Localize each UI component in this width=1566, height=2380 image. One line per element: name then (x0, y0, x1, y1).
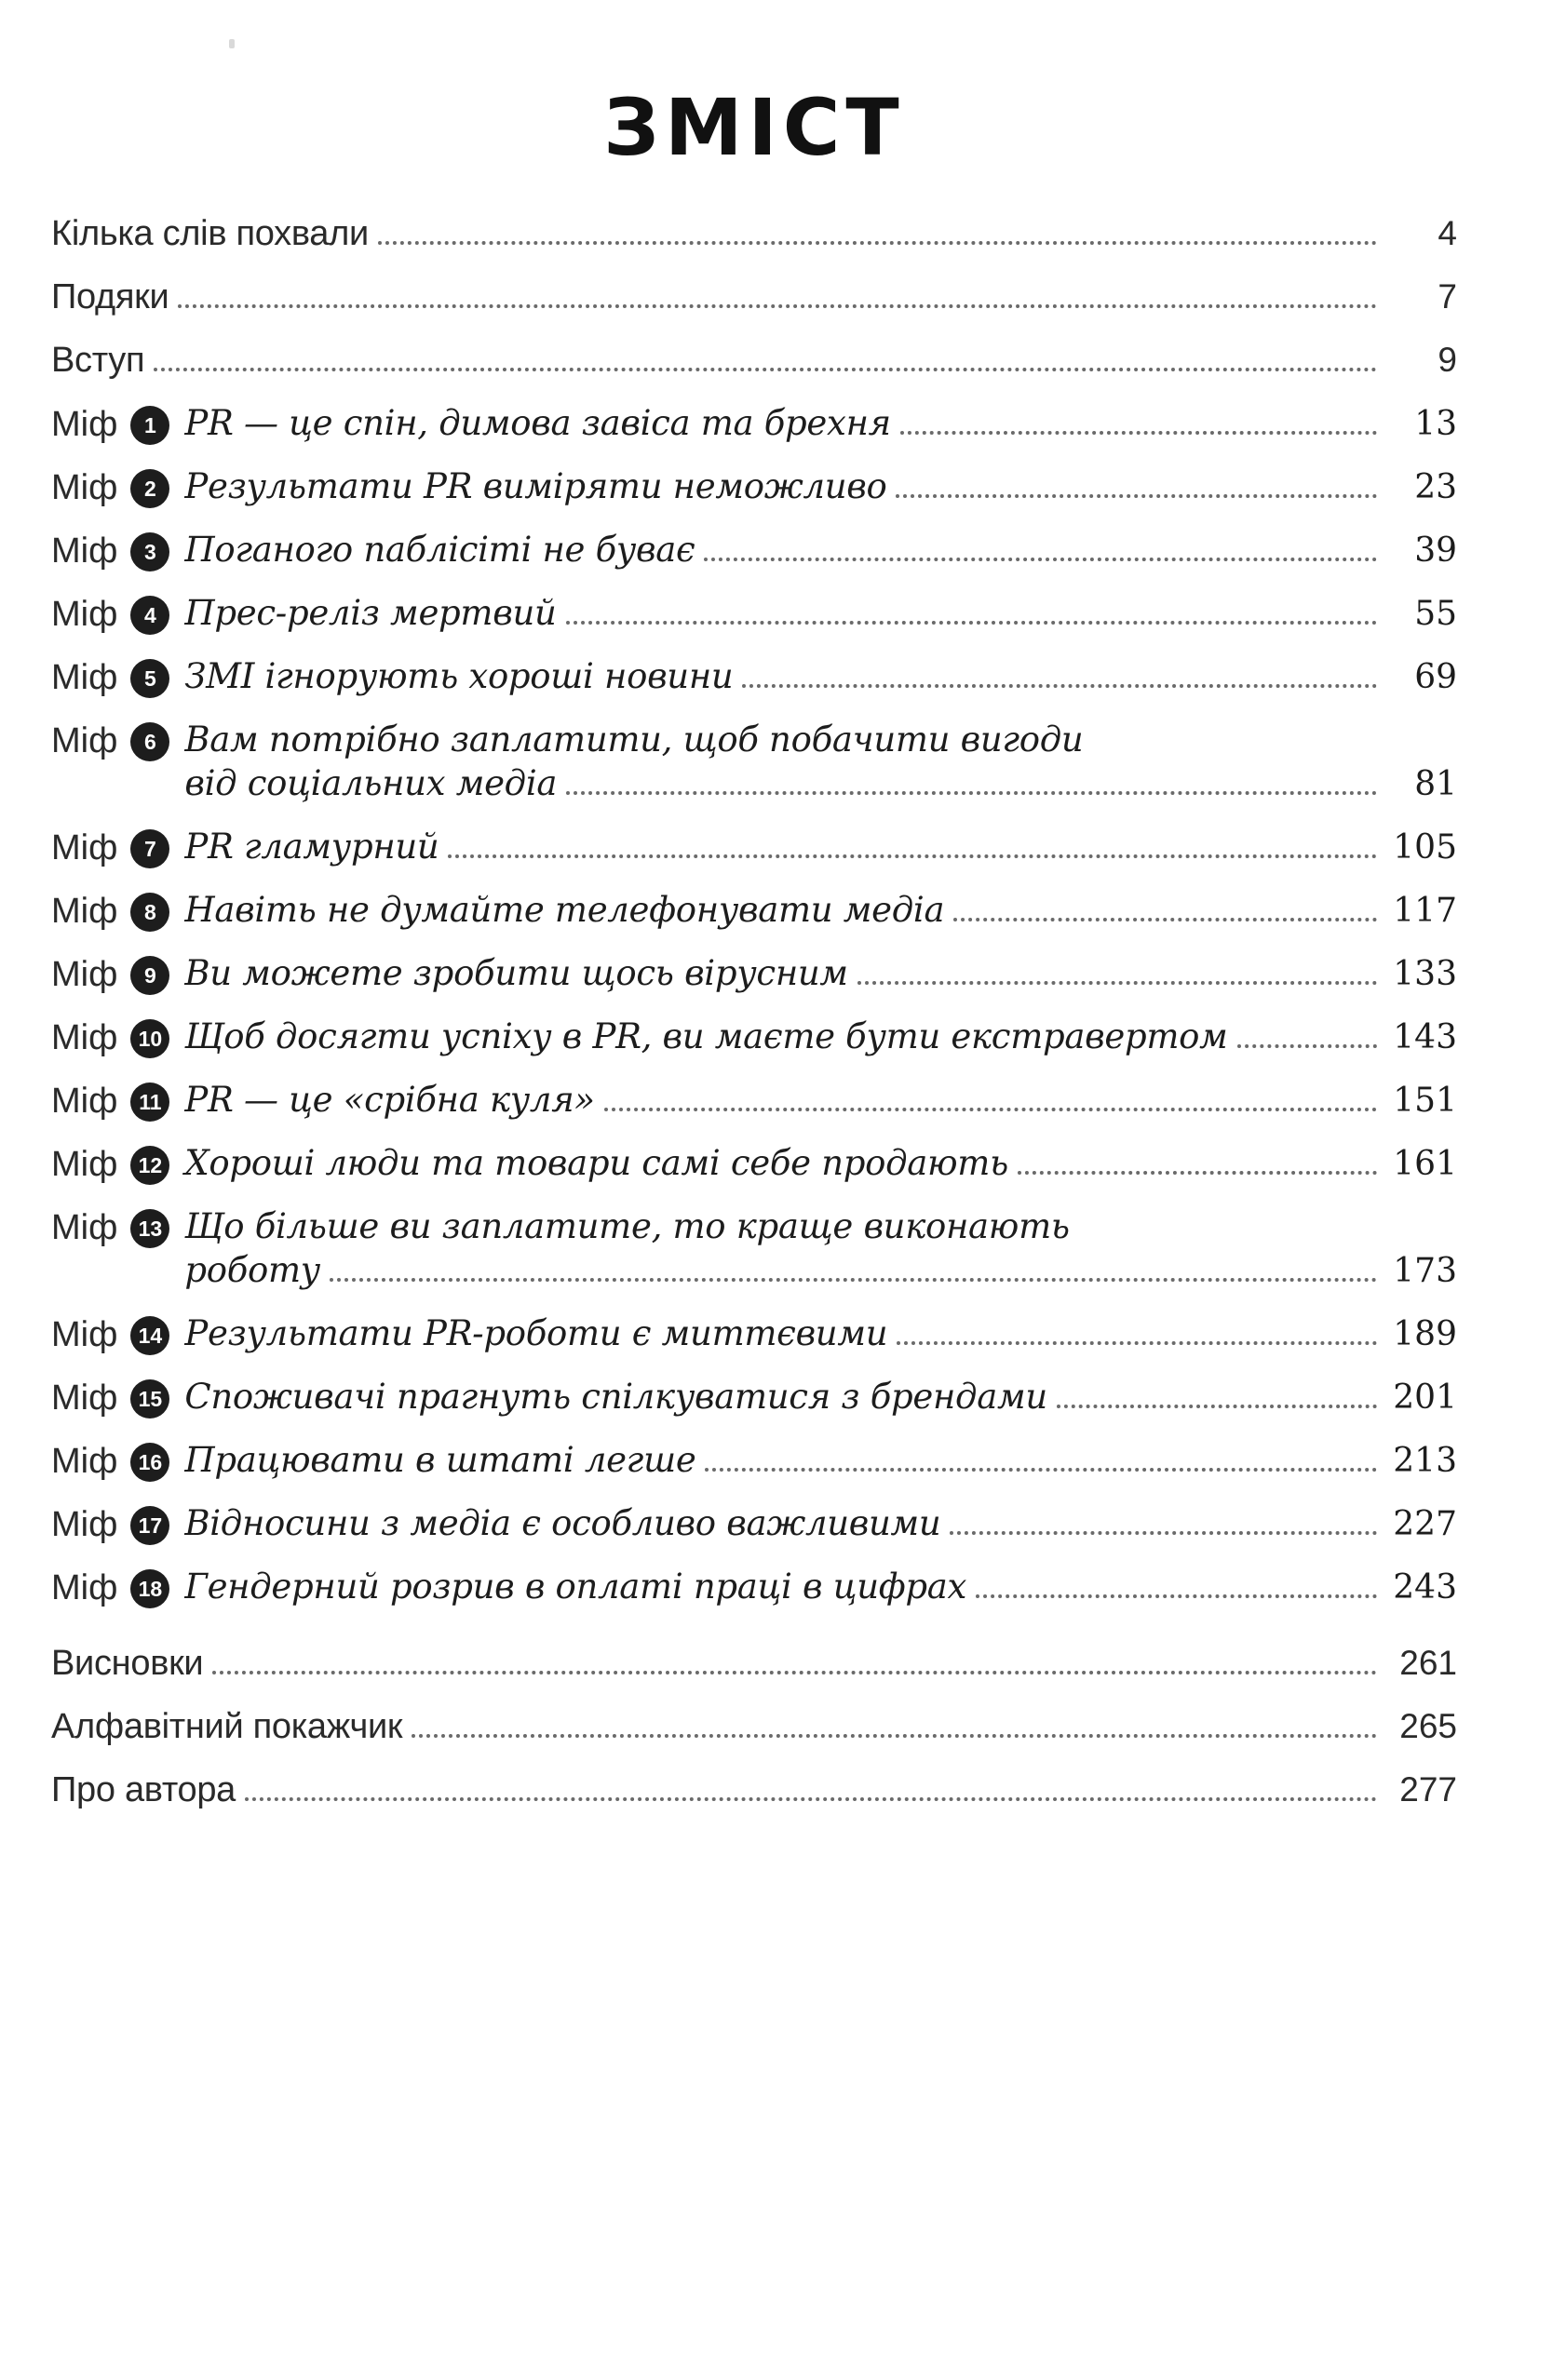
leader-dots (950, 1530, 1377, 1535)
toc-entry-label: Алфавітний покажчик (51, 1706, 403, 1746)
toc-entry-myth[interactable] (51, 466, 1457, 508)
leader-dots (900, 430, 1377, 435)
page-number: 9 (1438, 341, 1457, 379)
page-number: 243 (1393, 1567, 1457, 1607)
toc-entry-myth[interactable] (51, 1312, 1457, 1355)
myth-label: Міф (51, 891, 118, 931)
toc-entry-myth[interactable] (51, 656, 1457, 698)
toc-entry-myth[interactable] (51, 1015, 1457, 1058)
page-number: 4 (1438, 214, 1457, 252)
leader-dots (742, 683, 1377, 688)
page-number: 81 (1414, 764, 1457, 803)
page-number: 39 (1414, 531, 1457, 570)
leader-dots (1237, 1043, 1378, 1048)
leader-dots (212, 1670, 1377, 1674)
toc-entry-myth[interactable] (51, 1502, 1457, 1545)
toc-entry[interactable] (51, 1706, 1457, 1748)
toc-entry-label: PR — це спін, димова завіса та брехня (184, 403, 891, 443)
toc-entry-label: роботу (184, 1249, 320, 1290)
leader-dots (178, 303, 1377, 308)
leader-dots (412, 1733, 1377, 1738)
leader-dots (448, 854, 1377, 858)
toc-entry-label: Вступ (51, 341, 145, 380)
toc-entry[interactable] (51, 343, 1457, 382)
myth-label: Міф (51, 721, 118, 761)
myth-number-badge: 13 (130, 1209, 169, 1248)
toc-entry-label: Що більше ви заплатите, то краще виконають (184, 1205, 1070, 1246)
page-number: 105 (1393, 827, 1457, 867)
page-number: 173 (1393, 1251, 1457, 1290)
leader-dots (953, 917, 1377, 921)
leader-dots (1018, 1170, 1377, 1175)
myth-number-badge: 12 (130, 1146, 169, 1185)
page-number: 213 (1393, 1441, 1457, 1480)
myth-label: Міф (51, 1378, 118, 1418)
toc-entry[interactable] (51, 1643, 1457, 1685)
page-number: 261 (1399, 1643, 1457, 1682)
toc-entry[interactable] (51, 279, 1457, 318)
myth-number-badge: 8 (130, 893, 169, 932)
myth-label: Міф (51, 1017, 118, 1057)
toc-entry-label: Вам потрібно заплатити, щоб побачити вигоди (184, 719, 1084, 760)
toc-entry-label: PR — це «срібна куля» (184, 1079, 595, 1120)
myth-number-badge: 4 (130, 596, 169, 635)
leader-dots (330, 1277, 1377, 1282)
myth-number-badge: 11 (130, 1082, 169, 1122)
leader-dots (154, 367, 1377, 371)
myth-label: Міф (51, 405, 118, 445)
leader-dots (1057, 1404, 1377, 1408)
myth-label: Міф (51, 595, 118, 635)
paper-speck (229, 39, 235, 48)
toc-entry-myth[interactable] (51, 889, 1457, 932)
myth-label: Міф (51, 531, 118, 571)
toc-entry-label: Відносини з медіа є особливо важливими (184, 1502, 941, 1543)
myth-label: Міф (51, 827, 118, 867)
toc-entry-myth[interactable] (51, 952, 1457, 995)
toc-entry-myth[interactable] (51, 1142, 1457, 1185)
myth-label: Міф (51, 468, 118, 508)
leader-dots (976, 1593, 1377, 1598)
toc-entry-myth[interactable] (51, 532, 1457, 571)
toc-entry-label: Кілька слів похвали (51, 214, 369, 253)
leader-dots (245, 1796, 1377, 1801)
myth-number-badge: 5 (130, 659, 169, 698)
toc-entry-myth[interactable] (51, 719, 1457, 805)
myth-number-badge: 18 (130, 1569, 169, 1608)
leader-dots (857, 980, 1377, 985)
page-number: 161 (1393, 1144, 1457, 1183)
leader-dots (378, 240, 1377, 245)
myth-number-badge: 17 (130, 1506, 169, 1545)
myth-label: Міф (51, 954, 118, 994)
leader-dots (566, 790, 1377, 795)
toc-entry-label: Щоб досягти успіху в PR, ви маєте бути екстравертом (184, 1015, 1228, 1056)
toc-entry-label: Хороші люди та товари самі себе продають (184, 1142, 1008, 1183)
toc-entry-label: Результати PR-роботи є миттєвими (184, 1312, 888, 1353)
toc-entry-label: PR гламурний (184, 826, 439, 867)
myth-number-badge: 3 (130, 532, 169, 571)
toc-entry-myth[interactable] (51, 1439, 1457, 1482)
page-number: 7 (1438, 277, 1457, 316)
page-number: 69 (1414, 658, 1457, 696)
page-number: 133 (1393, 954, 1457, 993)
page-number: 151 (1393, 1081, 1457, 1120)
page-number: 201 (1393, 1378, 1457, 1417)
toc-entry-myth[interactable] (51, 593, 1457, 635)
toc-entry-label: Працювати в штаті легше (184, 1439, 696, 1480)
page-number: 13 (1414, 405, 1457, 443)
myth-label: Міф (51, 658, 118, 698)
myth-label: Міф (51, 1144, 118, 1184)
table-of-contents (51, 216, 1457, 1811)
toc-entry-myth[interactable] (51, 1376, 1457, 1419)
myth-label: Міф (51, 1081, 118, 1121)
myth-label: Міф (51, 1567, 118, 1607)
toc-entry-label: Прес-реліз мертвий (184, 593, 557, 633)
myth-label: Міф (51, 1314, 118, 1354)
toc-entry-label: від соціальних медіа (184, 762, 558, 803)
page-number: 55 (1414, 595, 1457, 633)
myth-number-badge: 14 (130, 1316, 169, 1355)
myth-number-badge: 9 (130, 956, 169, 995)
myth-number-badge: 7 (130, 829, 169, 868)
toc-entry-label: Результати PR виміряти неможливо (184, 466, 887, 506)
toc-entry-label: Ви можете зробити щось вірусним (184, 952, 848, 993)
toc-entry-label: Поганого паблісіті не буває (184, 530, 695, 570)
toc-entry-label: Навіть не думайте телефонувати медіа (184, 889, 945, 930)
toc-entry-label: Споживачі прагнуть спілкуватися з брендами (184, 1376, 1047, 1417)
myth-number-badge: 1 (130, 406, 169, 445)
myth-label: Міф (51, 1207, 118, 1247)
myth-number-badge: 16 (130, 1443, 169, 1482)
leader-dots (705, 1467, 1377, 1472)
toc-entry-label: Висновки (51, 1643, 204, 1683)
toc-entry[interactable] (51, 1769, 1457, 1811)
toc-entry-myth[interactable] (51, 1566, 1457, 1608)
myth-number-badge: 6 (130, 722, 169, 761)
toc-entry-label: Гендерний розрив в оплаті праці в цифрах (184, 1566, 967, 1607)
leader-dots (704, 557, 1377, 561)
page-number: 117 (1393, 891, 1457, 930)
toc-entry-label: ЗМІ ігнорують хороші новини (184, 656, 734, 696)
page-number: 143 (1393, 1017, 1457, 1056)
page-number: 227 (1393, 1504, 1457, 1543)
myth-number-badge: 10 (130, 1019, 169, 1058)
page-number: 189 (1393, 1314, 1457, 1353)
leader-dots (897, 1340, 1377, 1345)
leader-dots (566, 620, 1377, 625)
leader-dots (604, 1107, 1377, 1111)
page-number: 23 (1414, 468, 1457, 506)
toc-entry-myth[interactable] (51, 403, 1457, 445)
toc-entry-myth[interactable] (51, 826, 1457, 868)
toc-entry-label: Про автора (51, 1769, 236, 1809)
myth-label: Міф (51, 1441, 118, 1481)
myth-number-badge: 15 (130, 1379, 169, 1419)
toc-entry-myth[interactable] (51, 1079, 1457, 1122)
toc-entry-label: Подяки (51, 277, 169, 316)
toc-entry-myth[interactable] (51, 1205, 1457, 1292)
myth-label: Міф (51, 1504, 118, 1544)
toc-entry[interactable] (51, 216, 1457, 255)
myth-number-badge: 2 (130, 469, 169, 508)
page-number: 265 (1399, 1706, 1457, 1745)
page-title: ЗМІСТ (603, 82, 905, 173)
leader-dots (896, 493, 1377, 498)
page-number: 277 (1399, 1769, 1457, 1809)
